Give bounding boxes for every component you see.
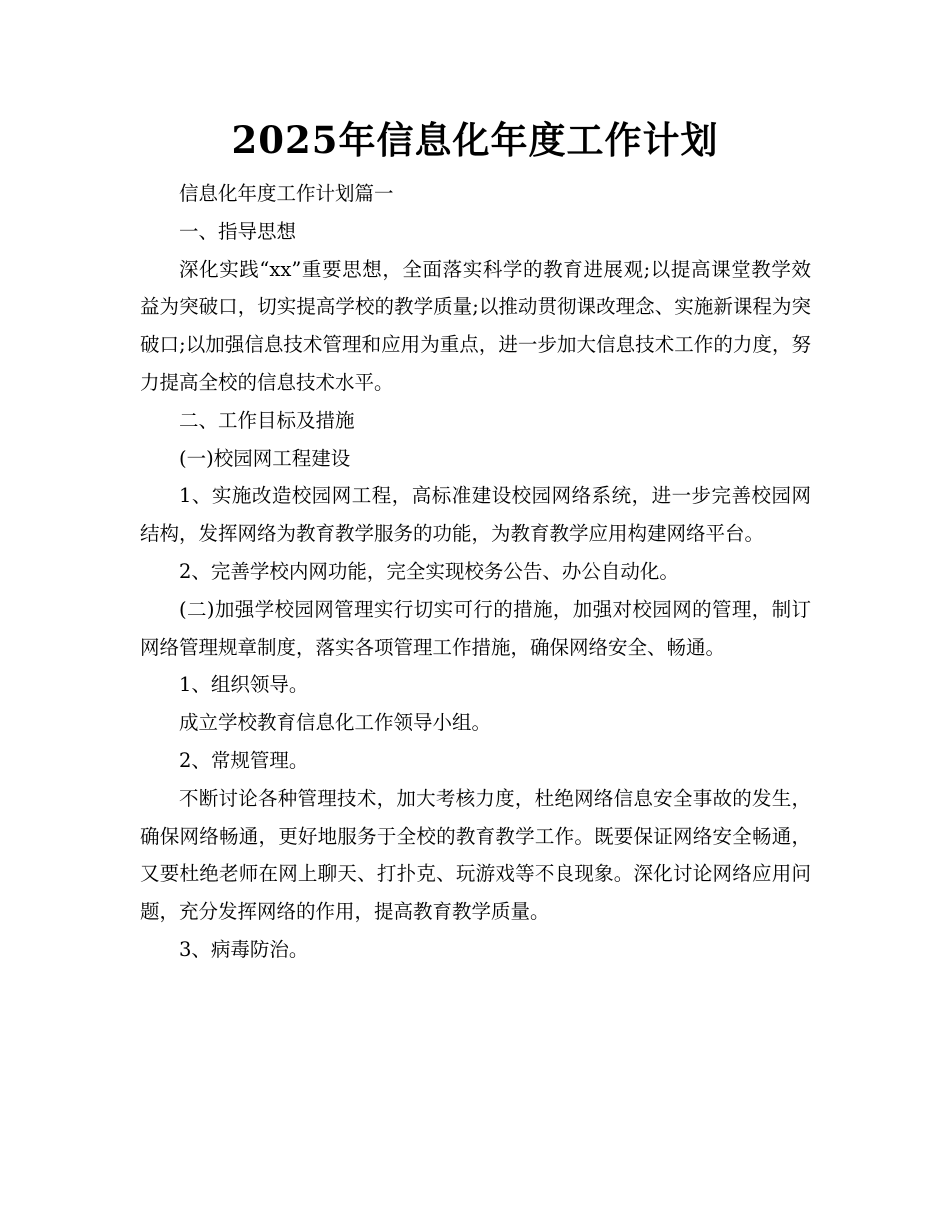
paragraph-guiding-ideology: 深化实践“xx”重要思想，全面落实科学的教育进展观;以提高课堂教学效益为突破口，切实提高学校的教学质量;以推动贯彻课改理念、实施新课程为突破口;以加强信息技术管理和应用为重点，进一步加大信息技术工作的力度，努力提高全校的信息技术水平。: [140, 257, 811, 394]
paragraph-routine-management-heading: 2、常规管理。: [179, 748, 309, 772]
paragraph-organization: 成立学校教育信息化工作领导小组。: [179, 711, 492, 735]
document-body: [140, 175, 811, 969]
paragraph-item-1-renovation: 1、实施改造校园网工程，高标准建设校园网络系统，进一步完善校园网结构，发挥网络为教育教学服务的功能，为教育教学应用构建网络平台。: [140, 484, 811, 546]
paragraph-guiding-ideology-heading: 一、指导思想: [179, 219, 297, 243]
paragraph-campus-network-heading: (一)校园网工程建设: [179, 446, 351, 470]
paragraph-section-heading: 信息化年度工作计划篇一: [179, 182, 394, 205]
paragraph-network-management: (二)加强学校园网管理实行切实可行的措施，加强对校园网的管理，制订网络管理规章制度，落实各项管理工作措施，确保网络安全、畅通。: [140, 597, 811, 659]
paragraph-item-2-intranet: 2、完善学校内网功能，完全实现校务公告、办公自动化。: [179, 559, 679, 583]
paragraph-goals-measures-heading: 二、工作目标及措施: [179, 408, 355, 432]
paragraph-routine-management: 不断讨论各种管理技术，加大考核力度，杜绝网络信息安全事故的发生，确保网络畅通，更好地服务于全校的教育教学工作。既要保证网络安全畅通，又要杜绝老师在网上聊天、打扑克、玩游戏等不良现象。深化讨论网络应用问题，充分发挥网络的作用，提高教育教学质量。: [140, 786, 811, 924]
paragraph-organization-heading: 1、组织领导。: [179, 673, 309, 697]
document-title: 2025年信息化年度工作计划: [231, 118, 719, 162]
paragraph-virus-prevention-heading: 3、病毒防治。: [179, 937, 309, 961]
